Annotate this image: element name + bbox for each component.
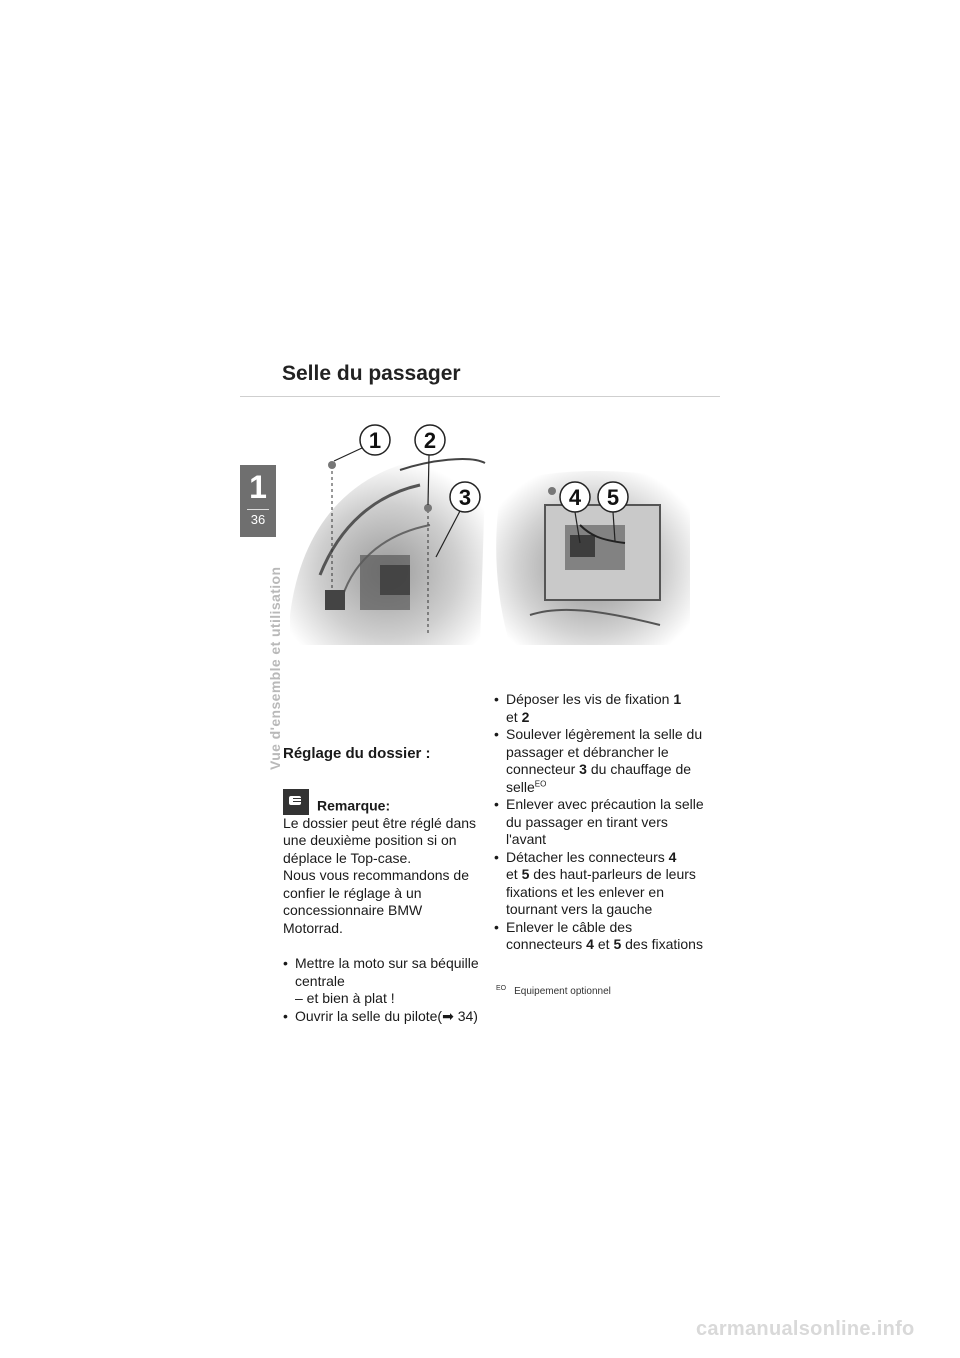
svg-text:3: 3 [458, 485, 472, 510]
footnote-marker: EO [496, 984, 507, 992]
list-item: • Enlever le câble des connecteurs 4 et 5 des fixations [494, 919, 704, 954]
list-subitem: – et bien à plat ! [295, 990, 395, 1006]
watermark: carmanualsonline.info [696, 1318, 915, 1340]
note-hand-icon [283, 789, 309, 815]
list-item: • Mettre la moto sur sa béquille centrale – et bien à plat ! [283, 955, 483, 1008]
step-list [283, 955, 483, 1025]
svg-text:4: 4 [568, 485, 582, 510]
procedure-list [494, 691, 704, 954]
list-item: • Enlever avec précaution la selle du passager en tirant vers l'avant [494, 796, 704, 849]
page-number: 36 [250, 512, 266, 527]
svg-text:5: 5 [606, 485, 620, 510]
note-label: Remarque: [317, 797, 391, 813]
svg-text:2: 2 [423, 428, 437, 453]
page-reference: 34) [457, 1007, 478, 1024]
note-header [283, 789, 483, 815]
chapter-divider [247, 509, 269, 510]
page-reference-arrow-icon: ➡ [442, 1007, 454, 1024]
page-title: Selle du passager [282, 362, 461, 385]
title-divider [240, 396, 720, 397]
note-text: Le dossier peut être réglé dans une deuxième position si on déplace le Top-case. [283, 814, 477, 866]
list-item: • Détacher les connecteurs 4 et 5 des haut-parleurs de leurs fixations et les enlever en tournant vers la gauche [494, 849, 704, 919]
right-illustration [496, 471, 690, 645]
list-item: • Ouvrir la selle du pilote(➡ 34) [283, 1008, 483, 1026]
side-section-label: Vue d'ensemble et utilisation [267, 566, 283, 770]
seat-illustration [280, 415, 700, 655]
footnote-text: Equipement optionnel [514, 986, 611, 997]
left-column [283, 745, 483, 1025]
chapter-number: 1 [249, 469, 267, 505]
section-heading: Réglage du dossier : [283, 745, 431, 762]
list-item: • Déposer les vis de fixation 1 et 2 [494, 691, 704, 726]
chapter-tab [240, 465, 276, 537]
list-item: • Soulever légèrement la selle du passager et débrancher le connecteur 3 du chauffage de selle$^{EO}$ [494, 726, 704, 796]
footnote [496, 986, 611, 997]
svg-text:1: 1 [368, 428, 382, 453]
right-column [494, 691, 704, 954]
callout-1 [334, 425, 390, 461]
note-text-2: Nous vous recommandons de confier le réglage à un concessionnaire BMW Motorrad. [283, 867, 469, 936]
